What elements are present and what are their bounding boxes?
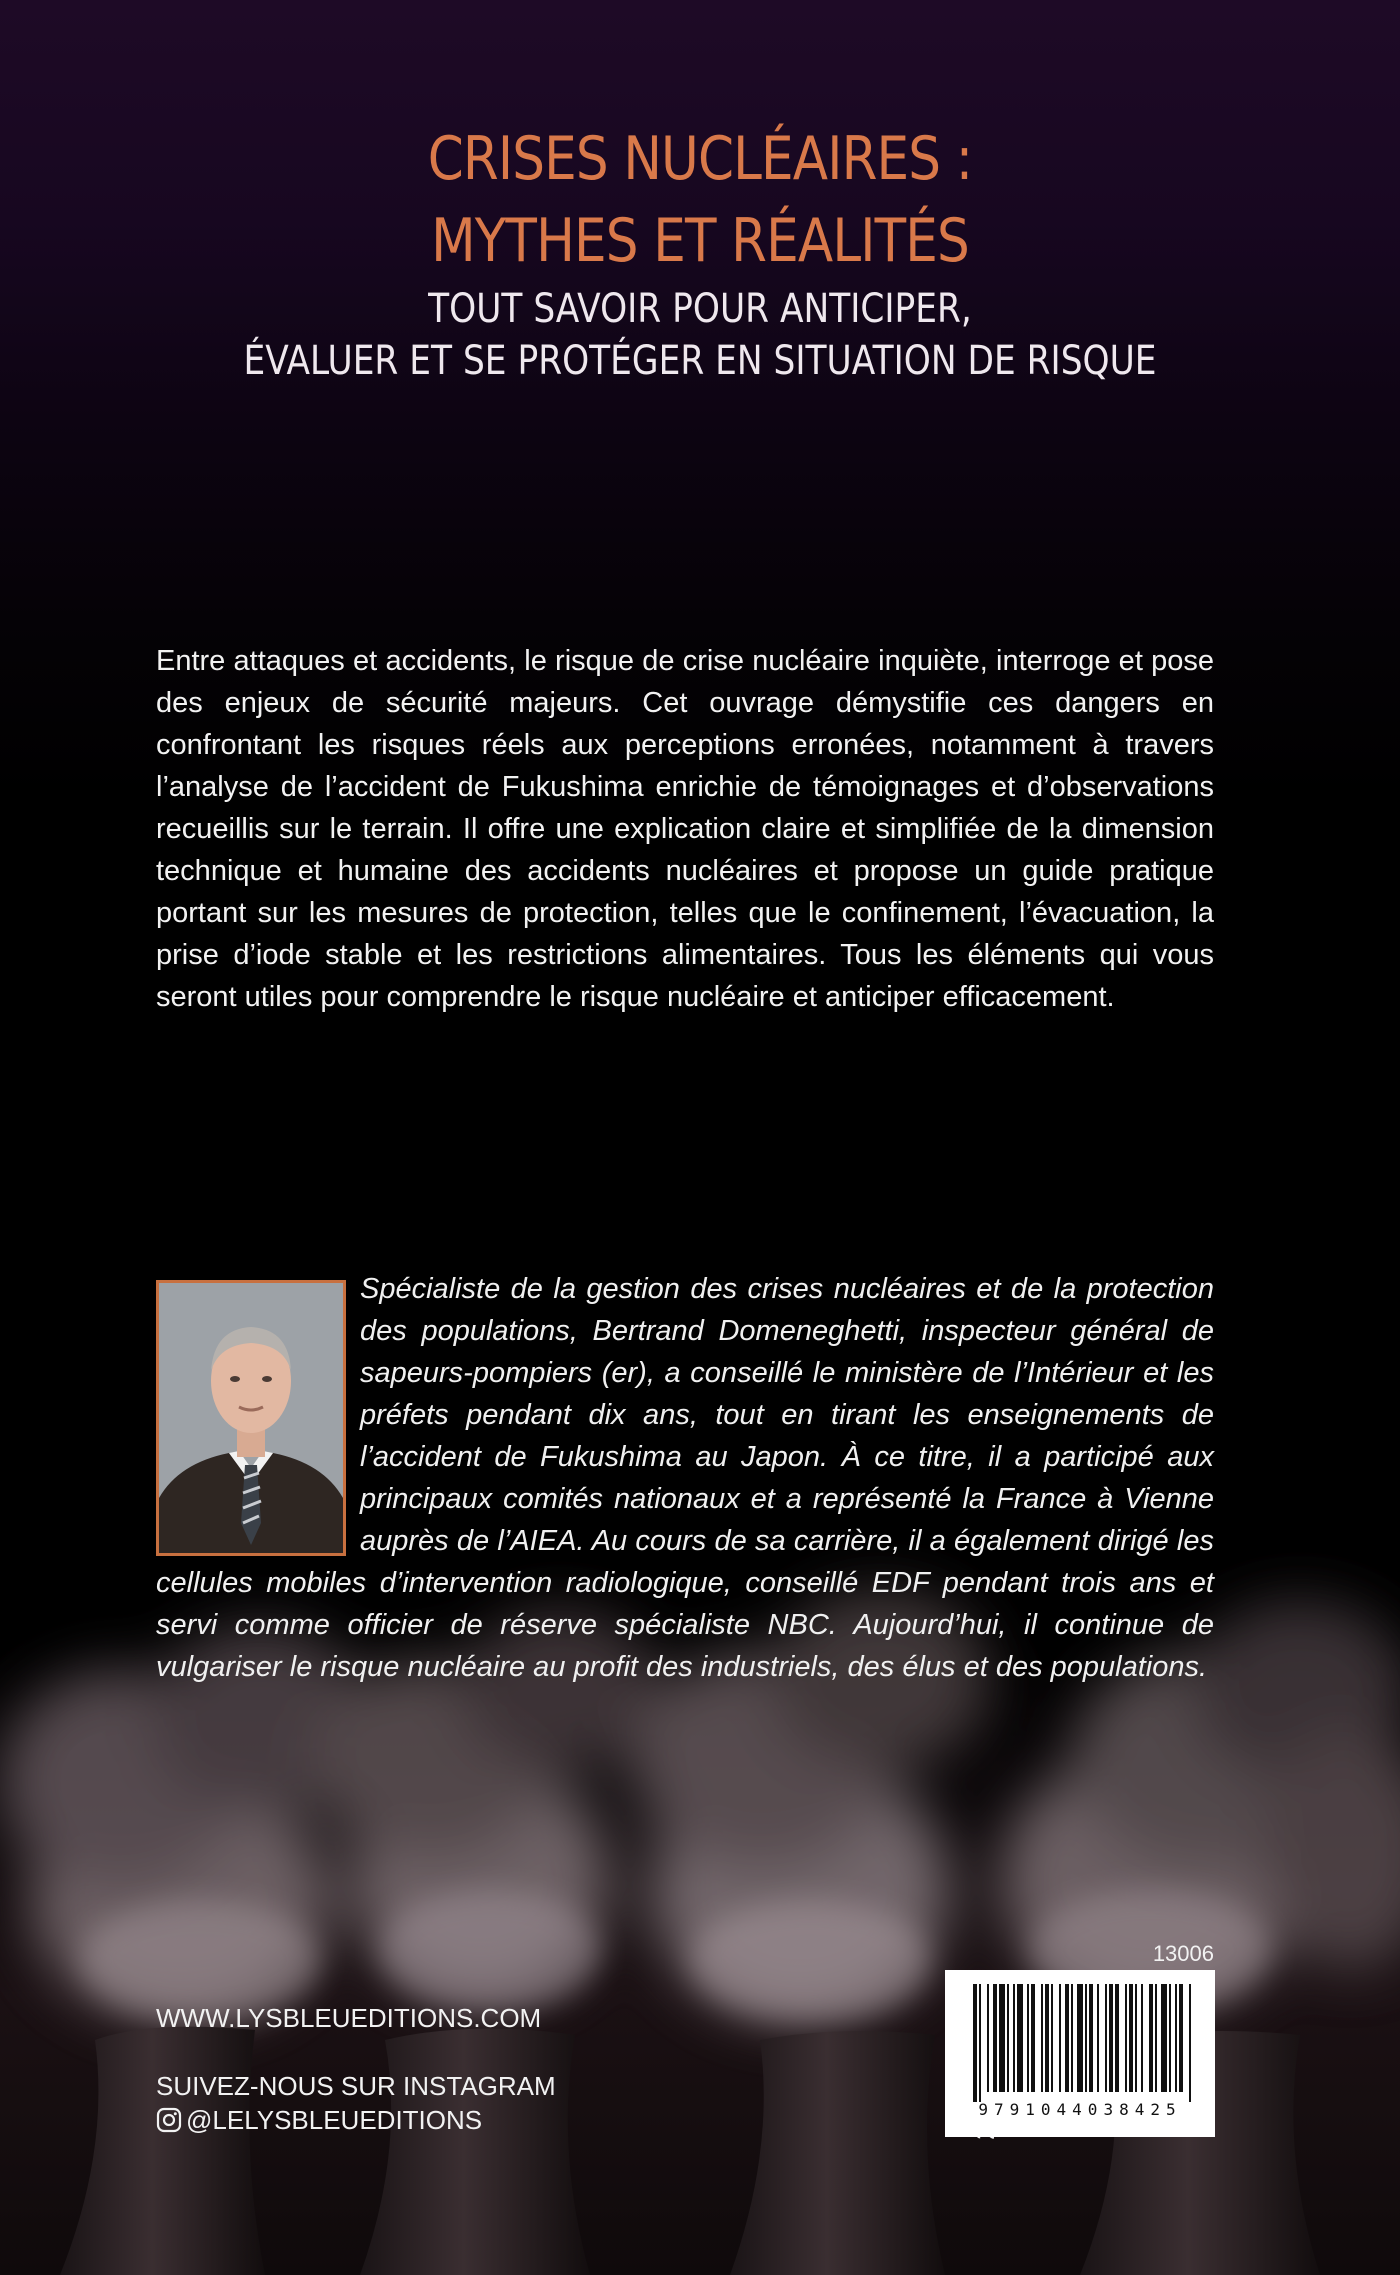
barcode-bar xyxy=(987,1984,989,2092)
publisher-website-link[interactable]: WWW.LYSBLEUEDITIONS.COM xyxy=(156,2003,542,2033)
instagram-handle-link[interactable] xyxy=(156,2104,482,2136)
barcode-bar xyxy=(1065,1984,1069,2092)
barcode-bar xyxy=(1051,1984,1053,2092)
barcode-bar xyxy=(1179,1984,1183,2092)
barcode-bar xyxy=(1161,1984,1167,2092)
barcode-bar xyxy=(1175,1984,1177,2092)
barcode-bar xyxy=(1007,1984,1009,2092)
barcode-bar xyxy=(1027,1984,1029,2092)
instagram-icon xyxy=(156,2107,182,2133)
barcode-bar xyxy=(999,1984,1005,2092)
barcode-bar xyxy=(979,1984,981,2102)
instagram-handle-text: @LELYSBLEUEDITIONS xyxy=(186,2105,483,2135)
barcode-bar xyxy=(973,1984,977,2102)
book-title-line-2: MYTHES ET RÉALITÉS xyxy=(431,206,969,276)
barcode-bar xyxy=(1115,1984,1119,2092)
barcode-bar xyxy=(993,1984,997,2092)
barcode-bar xyxy=(1125,1984,1127,2092)
isbn-number: 9791044038425 xyxy=(978,2100,1182,2119)
barcode-bar xyxy=(1077,1984,1083,2092)
barcode-bar xyxy=(1041,1984,1043,2092)
product-code: 13006 xyxy=(1152,1941,1214,1966)
barcode-bar xyxy=(1045,1984,1049,2092)
author-photo xyxy=(156,1280,346,1556)
barcode-bar xyxy=(1109,1984,1113,2092)
book-subtitle-line-2: ÉVALUER ET SE PROTÉGER EN SITUATION DE RISQUE xyxy=(243,338,1157,384)
book-title-line-1: CRISES NUCLÉAIRES : xyxy=(427,124,973,194)
barcode-bar xyxy=(1017,1984,1023,2092)
barcode-bar xyxy=(1013,1984,1015,2092)
barcode-bar xyxy=(1071,1984,1073,2092)
book-title xyxy=(98,118,1302,282)
barcode-bar xyxy=(1105,1984,1107,2092)
instagram-follow-label: SUIVEZ-NOUS SUR INSTAGRAM xyxy=(156,2071,556,2101)
barcode-bar xyxy=(1149,1984,1153,2092)
barcode-bar xyxy=(1169,1984,1171,2092)
isbn-barcode xyxy=(945,1970,1215,2137)
barcode-bar xyxy=(1135,1984,1137,2092)
barcode-bar xyxy=(1155,1984,1157,2092)
author-section xyxy=(156,1268,1214,1688)
book-subtitle xyxy=(98,283,1302,387)
barcode-bar xyxy=(1097,1984,1099,2092)
barcode-bar xyxy=(1031,1984,1035,2092)
book-summary: Entre attaques et accidents, le risque de crise nucléaire inquiète, interroge et pose des enjeux de sécurité majeurs. Cet ouvrage démystifie ces dangers en confrontant les risques réels aux perceptions erronées, notamment à travers l’analyse de l’accident de Fukushima enrichie de témoignages et d’observations recueillis sur le terrain. Il offre une explication claire et simplifiée de la dimension technique et humaine des accidents nucléaires et propose un guide pratique portant sur les mesures de protection, telles que le confinement, l’évacuation, la prise d’iode stable et les restrictions alimentaires. Tous les éléments qui vous seront utiles pour comprendre le risque nucléaire et anticiper efficacement. xyxy=(156,645,1214,1013)
barcode-bar xyxy=(1129,1984,1133,2092)
barcode-bar xyxy=(1085,1984,1087,2092)
barcode-bar xyxy=(1189,1984,1191,2102)
author-biography: Spécialiste de la gestion des crises nucléaires et de la protection des populations, Bertrand Domeneghetti, inspecteur général de sapeurs-pompiers (er), a conseillé le ministère de l’Intérieur et les préfets pendant dix ans, tout en tirant les enseignements de l’accident de Fukushima au Japon. À ce titre, il a participé aux principaux comités nationaux et a représenté la France à Vienne auprès de l’AIEA. Au cours de sa carrière, il a également dirigé les cellules mobiles d’intervention radiologique, conseillé EDF pendant trois ans et servi comme officier de réserve spécialiste NBC. Aujourd’hui, il continue de vulgariser le risque nucléaire au profit des industriels, des élus et des populations. xyxy=(156,1273,1214,1683)
barcode-bar xyxy=(1059,1984,1061,2092)
book-subtitle-line-1: TOUT SAVOIR POUR ANTICIPER, xyxy=(428,286,972,332)
barcode-bar xyxy=(1089,1984,1093,2092)
barcode-bar xyxy=(1141,1984,1143,2092)
